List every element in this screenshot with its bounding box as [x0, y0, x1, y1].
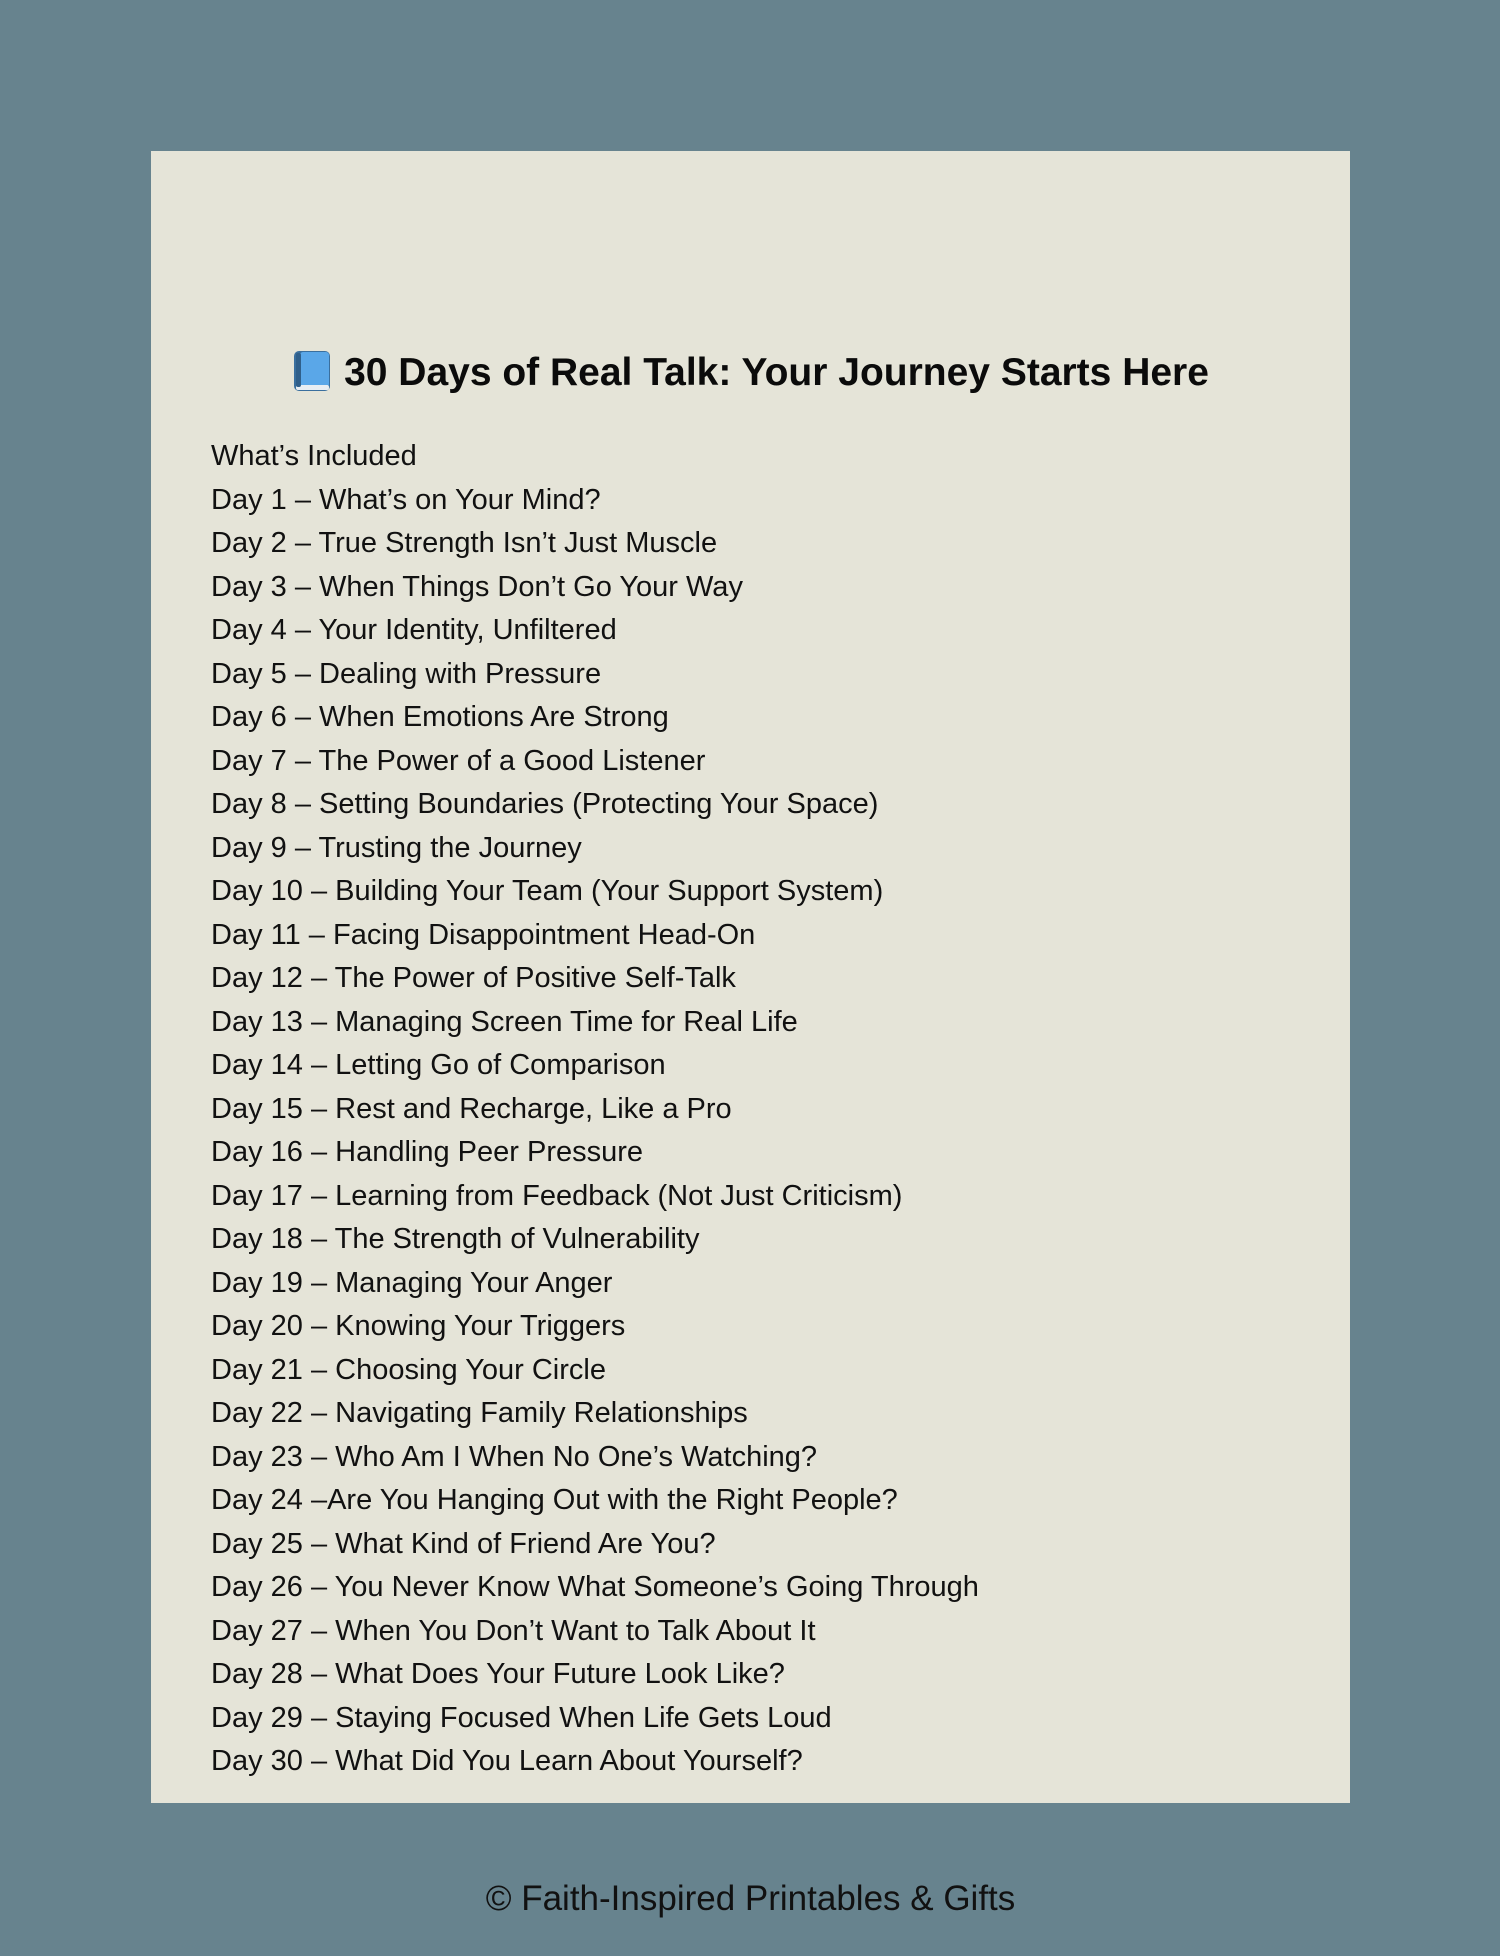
list-item: Day 18 – The Strength of Vulnerability — [211, 1223, 700, 1255]
list-item: Day 7 – The Power of a Good Listener — [211, 744, 706, 777]
list-item: Day 4 – Your Identity, Unfiltered — [211, 614, 617, 646]
list-item: Day 29 – Staying Focused When Life Gets Loud — [211, 1701, 832, 1734]
list-item: Day 12 – The Power of Positive Self-Talk — [211, 962, 736, 994]
list-item: Day 6 – When Emotions Are Strong — [211, 701, 669, 733]
list-item: Day 9 – Trusting the Journey — [211, 831, 582, 864]
list-item: Day 1 – What’s on Your Mind? — [211, 483, 601, 516]
list-item: Day 16 – Handling Peer Pressure — [211, 1136, 644, 1168]
list-item: Day 14 – Letting Go of Comparison — [211, 1049, 666, 1081]
list-item: Day 10 – Building Your Team (Your Support System) — [211, 875, 884, 907]
blue-book-icon — [292, 349, 332, 393]
list-item: Day 21 – Choosing Your Circle — [211, 1353, 606, 1386]
list-item: Day 27 – When You Don’t Want to Talk About It — [211, 1614, 816, 1647]
list-item: Day 26 – You Never Know What Someone’s Going Through — [211, 1571, 979, 1603]
list-item: Day 24 –Are You Hanging Out with the Right People? — [211, 1484, 898, 1516]
list-item: Day 15 – Rest and Recharge, Like a Pro — [211, 1092, 732, 1125]
list-item: Day 13 – Managing Screen Time for Real Life — [211, 1005, 798, 1038]
copyright-footer: © Faith-Inspired Printables & Gifts — [485, 1879, 1016, 1918]
list-item: Day 11 – Facing Disappointment Head-On — [211, 918, 756, 951]
list-item: Day 30 – What Did You Learn About Yourself? — [211, 1745, 803, 1777]
list-item: Day 3 – When Things Don’t Go Your Way — [211, 570, 743, 603]
section-heading: What’s Included — [211, 440, 417, 472]
list-item: Day 20 – Knowing Your Triggers — [211, 1310, 626, 1342]
included-list — [211, 435, 979, 1784]
document-page — [151, 151, 1350, 1918]
list-item: Day 5 – Dealing with Pressure — [211, 657, 602, 690]
list-item: Day 28 – What Does Your Future Look Like? — [211, 1658, 785, 1690]
list-item: Day 23 – Who Am I When No One’s Watching? — [211, 1440, 818, 1473]
page-title — [151, 347, 1350, 399]
list-item: Day 8 – Setting Boundaries (Protecting Your Space) — [211, 788, 879, 820]
list-item: Day 2 – True Strength Isn’t Just Muscle — [211, 527, 718, 559]
list-item: Day 22 – Navigating Family Relationships — [211, 1397, 748, 1429]
list-item: Day 17 – Learning from Feedback (Not Just Criticism) — [211, 1179, 903, 1212]
list-item: Day 19 – Managing Your Anger — [211, 1266, 613, 1299]
page-title-text: 30 Days of Real Talk: Your Journey Starts Here — [344, 351, 1209, 394]
list-item: Day 25 – What Kind of Friend Are You? — [211, 1527, 716, 1560]
